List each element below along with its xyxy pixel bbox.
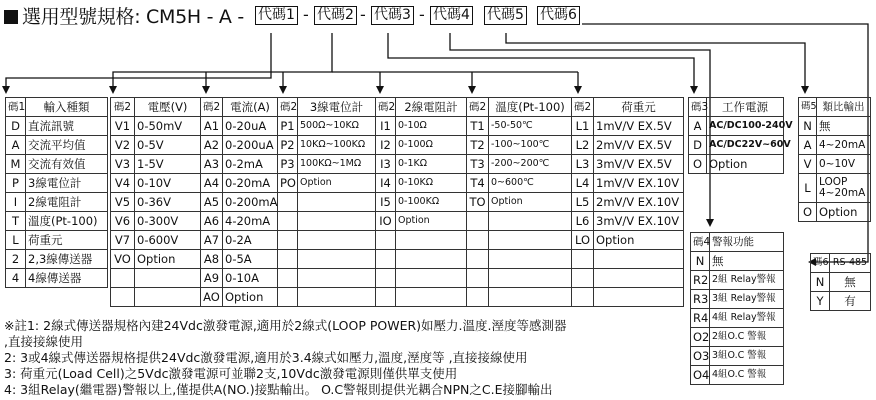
code-cell: T1 xyxy=(467,117,489,136)
code-cell: LO xyxy=(572,231,594,250)
sep-2: - xyxy=(360,5,366,24)
value-cell: 3組O.C 警報 xyxy=(710,347,784,366)
code-cell: A xyxy=(799,136,817,155)
sep-3: - xyxy=(419,5,425,24)
table-header-row xyxy=(689,98,784,117)
value-cell: 2組 Relay警報 xyxy=(710,271,784,290)
code-cell: TO xyxy=(467,193,489,212)
table-row xyxy=(111,155,684,174)
value-cell: 10KΩ~100KΩ xyxy=(298,136,376,155)
code5-label: 代碼5 xyxy=(484,6,527,25)
code-cell: T xyxy=(6,212,26,231)
code-cell xyxy=(376,231,396,250)
table-row xyxy=(6,193,108,212)
code-cell xyxy=(278,193,298,212)
header-cell: 2線電阻計 xyxy=(396,98,467,117)
code-cell: P2 xyxy=(278,136,298,155)
value-cell: 4組O.C 警報 xyxy=(710,366,784,385)
value-cell: 0-100KΩ xyxy=(396,193,467,212)
code-cell: L xyxy=(6,231,26,250)
table-row xyxy=(6,231,108,250)
value-cell: 0-36V xyxy=(135,193,201,212)
value-cell xyxy=(489,231,572,250)
code-cell: A9 xyxy=(201,269,223,288)
code-cell: L2 xyxy=(572,136,594,155)
code-cell xyxy=(467,250,489,269)
code-cell: L6 xyxy=(572,212,594,231)
table-row xyxy=(691,366,784,385)
value-cell: AC/DC22V~60V xyxy=(707,136,784,155)
table-row xyxy=(6,250,108,269)
value-cell: 0-20mA xyxy=(223,174,278,193)
note-line: ,直接接線使用 xyxy=(4,334,83,349)
value-cell: 0-100Ω xyxy=(396,136,467,155)
code-cell xyxy=(278,250,298,269)
code-cell: I4 xyxy=(376,174,396,193)
code2-label: 代碼2 xyxy=(314,6,357,25)
value-cell: Option xyxy=(135,250,201,269)
value-cell: 2mV/V EX.10V xyxy=(594,193,684,212)
value-cell: 交流有效值 xyxy=(26,155,108,174)
code4-label: 代碼4 xyxy=(430,6,473,25)
code-cell: I3 xyxy=(376,155,396,174)
table-header-row xyxy=(691,233,784,252)
code-cell: I xyxy=(6,193,26,212)
value-cell: 4線傳送器 xyxy=(26,269,108,288)
header-cell: 碼3 xyxy=(689,98,707,117)
code-cell xyxy=(467,212,489,231)
code-cell xyxy=(111,269,135,288)
note-line: 2: 3或4線式傳送器規格提供24Vdc激發電源,適用於3.4線式如壓力,溫度,溼度等 ,直接接線使用 xyxy=(4,350,528,365)
table-row xyxy=(689,155,784,174)
rs485-table xyxy=(810,253,871,311)
table-row xyxy=(691,347,784,366)
code-cell: A1 xyxy=(201,117,223,136)
value-cell: 0-200mA xyxy=(223,193,278,212)
value-cell: 100KΩ~1MΩ xyxy=(298,155,376,174)
value-cell xyxy=(396,250,467,269)
value-cell: 0-10A xyxy=(223,269,278,288)
table-row xyxy=(111,212,684,231)
code-cell xyxy=(376,250,396,269)
code-cell: O3 xyxy=(691,347,710,366)
value-cell: LOOP 4~20mA xyxy=(817,174,871,203)
code-cell: P1 xyxy=(278,117,298,136)
value-cell: 1-5V xyxy=(135,155,201,174)
code-cell: V6 xyxy=(111,212,135,231)
value-cell: 溫度(Pt-100) xyxy=(26,212,108,231)
input-type-table xyxy=(5,97,108,288)
table-row xyxy=(111,231,684,250)
value-cell xyxy=(396,288,467,307)
code-cell: L3 xyxy=(572,155,594,174)
table-row xyxy=(799,174,871,203)
alarm-table xyxy=(690,232,784,385)
value-cell: 0-600V xyxy=(135,231,201,250)
range-table xyxy=(110,97,684,307)
value-cell: 0-20uA xyxy=(223,117,278,136)
code-cell: R3 xyxy=(691,290,710,309)
value-cell: 500Ω~10KΩ xyxy=(298,117,376,136)
value-cell: 2組O.C 警報 xyxy=(710,328,784,347)
value-cell xyxy=(489,288,572,307)
table-row xyxy=(811,273,871,292)
value-cell: Option xyxy=(489,193,572,212)
value-cell: 0-5A xyxy=(223,250,278,269)
value-cell: 0-200uA xyxy=(223,136,278,155)
table-row xyxy=(6,136,108,155)
header-cell: 工作電源 xyxy=(707,98,784,117)
code-cell: V7 xyxy=(111,231,135,250)
code-cell: T4 xyxy=(467,174,489,193)
code-cell: V xyxy=(799,155,817,174)
code-cell: V2 xyxy=(111,136,135,155)
table-header-row xyxy=(799,98,871,117)
value-cell xyxy=(135,288,201,307)
code-cell: A xyxy=(6,136,26,155)
code-cell: IO xyxy=(376,212,396,231)
code-cell: D xyxy=(6,117,26,136)
code-cell: P3 xyxy=(278,155,298,174)
table-row xyxy=(6,212,108,231)
value-cell: Option xyxy=(396,212,467,231)
code-cell: I2 xyxy=(376,136,396,155)
bullet-square-icon xyxy=(4,10,18,24)
value-cell: Option xyxy=(594,231,684,250)
code-cell: I1 xyxy=(376,117,396,136)
value-cell: 荷重元 xyxy=(26,231,108,250)
value-cell: 4~20mA xyxy=(817,136,871,155)
value-cell: 2線電阻計 xyxy=(26,193,108,212)
value-cell: 0-10Ω xyxy=(396,117,467,136)
note-line: ※註1: 2線式傳送器規格內建24Vdc激發電源,適用於2線式(LOOP POWER)如壓力.溫度.溼度等感測器 xyxy=(4,318,567,333)
table-row xyxy=(811,292,871,311)
code1-label: 代碼1 xyxy=(255,6,298,25)
header-cell: 警報功能 xyxy=(710,233,784,252)
code-cell: T3 xyxy=(467,155,489,174)
value-cell xyxy=(298,288,376,307)
table-row xyxy=(691,328,784,347)
value-cell: Option xyxy=(223,288,278,307)
code-cell: P xyxy=(6,174,26,193)
code-cell: 2 xyxy=(6,250,26,269)
code-cell: T2 xyxy=(467,136,489,155)
table-row xyxy=(111,136,684,155)
header-cell: 電流(A) xyxy=(223,98,278,117)
value-cell: 無 xyxy=(817,117,871,136)
code-cell: R4 xyxy=(691,309,710,328)
value-cell: 0-2mA xyxy=(223,155,278,174)
code-cell: O4 xyxy=(691,366,710,385)
header-cell: 碼2 xyxy=(376,98,396,117)
value-cell: 3mV/V EX.5V xyxy=(594,155,684,174)
value-cell: 3組 Relay警報 xyxy=(710,290,784,309)
header-cell: 電壓(V) xyxy=(135,98,201,117)
value-cell: 2mV/V EX.5V xyxy=(594,136,684,155)
header-cell: 溫度(Pt-100) xyxy=(489,98,572,117)
header-cell: 碼2 xyxy=(201,98,223,117)
code-cell xyxy=(467,269,489,288)
code-cell: AO xyxy=(201,288,223,307)
code-cell xyxy=(572,288,594,307)
value-cell xyxy=(135,269,201,288)
value-cell: 0-5V xyxy=(135,136,201,155)
value-cell: 3mV/V EX.10V xyxy=(594,212,684,231)
value-cell: 1mV/V EX.10V xyxy=(594,174,684,193)
header-cell: RS-485 xyxy=(830,254,871,273)
code-cell: A xyxy=(689,117,707,136)
value-cell: 有 xyxy=(830,292,871,311)
header-cell: 碼2 xyxy=(278,98,298,117)
code-cell: R2 xyxy=(691,271,710,290)
code-cell xyxy=(278,269,298,288)
table-header-row xyxy=(111,98,684,117)
code-cell: A3 xyxy=(201,155,223,174)
sep-1: - xyxy=(303,5,309,24)
value-cell xyxy=(298,250,376,269)
value-cell: AC/DC100-240V xyxy=(707,117,784,136)
header-cell: 碼2 xyxy=(467,98,489,117)
table-row xyxy=(799,117,871,136)
code-cell: V3 xyxy=(111,155,135,174)
value-cell xyxy=(594,250,684,269)
value-cell: 0~10V xyxy=(817,155,871,174)
table-row xyxy=(111,250,684,269)
value-cell xyxy=(396,231,467,250)
value-cell: Option xyxy=(707,155,784,174)
table-row xyxy=(799,203,871,222)
table-row xyxy=(691,309,784,328)
header-cell: 輸入種類 xyxy=(26,98,108,117)
value-cell xyxy=(298,212,376,231)
value-cell: 2,3線傳送器 xyxy=(26,250,108,269)
table-row xyxy=(689,117,784,136)
table-row xyxy=(691,290,784,309)
code-cell xyxy=(467,231,489,250)
value-cell: 0-2A xyxy=(223,231,278,250)
code-cell xyxy=(111,288,135,307)
header-cell: 碼5 xyxy=(799,98,817,117)
code-cell: L5 xyxy=(572,193,594,212)
code-cell xyxy=(376,269,396,288)
value-cell: 0-50mV xyxy=(135,117,201,136)
header-cell: 碼6 xyxy=(811,254,830,273)
header-cell: 荷重元 xyxy=(594,98,684,117)
table-row xyxy=(691,271,784,290)
code-cell: 4 xyxy=(6,269,26,288)
code-cell: A6 xyxy=(201,212,223,231)
table-row xyxy=(6,269,108,288)
code-cell: A5 xyxy=(201,193,223,212)
value-cell: 4組 Relay警報 xyxy=(710,309,784,328)
value-cell xyxy=(396,269,467,288)
value-cell xyxy=(298,193,376,212)
table-row xyxy=(111,174,684,193)
table-row xyxy=(799,155,871,174)
value-cell: 0-10KΩ xyxy=(396,174,467,193)
code-cell: V1 xyxy=(111,117,135,136)
value-cell xyxy=(489,269,572,288)
code-cell: Y xyxy=(811,292,830,311)
code-cell: PO xyxy=(278,174,298,193)
table-header-row xyxy=(6,98,108,117)
value-cell xyxy=(489,212,572,231)
code-cell: N xyxy=(799,117,817,136)
value-cell xyxy=(594,269,684,288)
value-cell xyxy=(594,288,684,307)
code-cell: L4 xyxy=(572,174,594,193)
code-cell: L1 xyxy=(572,117,594,136)
value-cell xyxy=(298,231,376,250)
value-cell: -200~200℃ xyxy=(489,155,572,174)
value-cell: 0-1KΩ xyxy=(396,155,467,174)
value-cell: 0~600℃ xyxy=(489,174,572,193)
code-cell xyxy=(572,250,594,269)
code6-label: 代碼6 xyxy=(537,6,580,25)
code-cell xyxy=(376,288,396,307)
code-cell: A4 xyxy=(201,174,223,193)
code-cell: V4 xyxy=(111,174,135,193)
table-row xyxy=(691,252,784,271)
code-cell: V5 xyxy=(111,193,135,212)
table-header-row xyxy=(811,254,871,273)
table-row xyxy=(689,136,784,155)
table-row xyxy=(6,174,108,193)
code-cell: A2 xyxy=(201,136,223,155)
value-cell: -50-50℃ xyxy=(489,117,572,136)
table-row xyxy=(111,288,684,307)
header-cell: 3線電位計 xyxy=(298,98,376,117)
code-cell: I5 xyxy=(376,193,396,212)
value-cell: 0-10V xyxy=(135,174,201,193)
code-cell: O xyxy=(799,203,817,222)
code-cell: O2 xyxy=(691,328,710,347)
table-row xyxy=(111,193,684,212)
table-row xyxy=(799,136,871,155)
value-cell: 直流訊號 xyxy=(26,117,108,136)
title-prefix: 選用型號規格: CM5H - A - xyxy=(22,6,244,28)
table-row xyxy=(111,269,684,288)
value-cell: 3線電位計 xyxy=(26,174,108,193)
code-cell: M xyxy=(6,155,26,174)
code-cell: A7 xyxy=(201,231,223,250)
code-cell: VO xyxy=(111,250,135,269)
table-row xyxy=(6,117,108,136)
code-cell xyxy=(467,288,489,307)
header-cell: 類比輸出 xyxy=(817,98,871,117)
header-cell: 碼1 xyxy=(6,98,26,117)
code3-label: 代碼3 xyxy=(371,6,414,25)
note-line: 4: 3組Relay(繼電器)警報以上,僅提供A(NO.)接點輸出。 O.C警報則提供光耦合NPN之C.E接腳輸出 xyxy=(4,382,553,397)
table-row xyxy=(111,117,684,136)
header-cell: 碼4 xyxy=(691,233,710,252)
code-cell xyxy=(572,269,594,288)
code-cell: O xyxy=(689,155,707,174)
header-cell: 碼2 xyxy=(572,98,594,117)
value-cell: 1mV/V EX.5V xyxy=(594,117,684,136)
value-cell: 交流平均值 xyxy=(26,136,108,155)
header-cell: 碼2 xyxy=(111,98,135,117)
notes xyxy=(4,318,566,398)
code-cell: N xyxy=(691,252,710,271)
code-cell: N xyxy=(811,273,830,292)
code-cell: D xyxy=(689,136,707,155)
code-cell xyxy=(278,212,298,231)
model-title xyxy=(4,2,244,29)
value-cell: Option xyxy=(298,174,376,193)
value-cell: -100~100℃ xyxy=(489,136,572,155)
value-cell: 無 xyxy=(710,252,784,271)
code-cell: A8 xyxy=(201,250,223,269)
note-line: 3: 荷重元(Load Cell)之5Vdc激發電源可並聯2支,10Vdc激發電源則僅供單支使用 xyxy=(4,366,458,381)
power-table xyxy=(688,97,793,174)
value-cell: 4-20mA xyxy=(223,212,278,231)
value-cell xyxy=(489,250,572,269)
table-row xyxy=(6,155,108,174)
analog-output-table xyxy=(798,97,871,222)
value-cell xyxy=(298,269,376,288)
value-cell: 無 xyxy=(830,273,871,292)
code-cell: L xyxy=(799,174,817,203)
value-cell: Option xyxy=(817,203,871,222)
code-cell xyxy=(278,231,298,250)
code-cell xyxy=(278,288,298,307)
value-cell: 0-300V xyxy=(135,212,201,231)
